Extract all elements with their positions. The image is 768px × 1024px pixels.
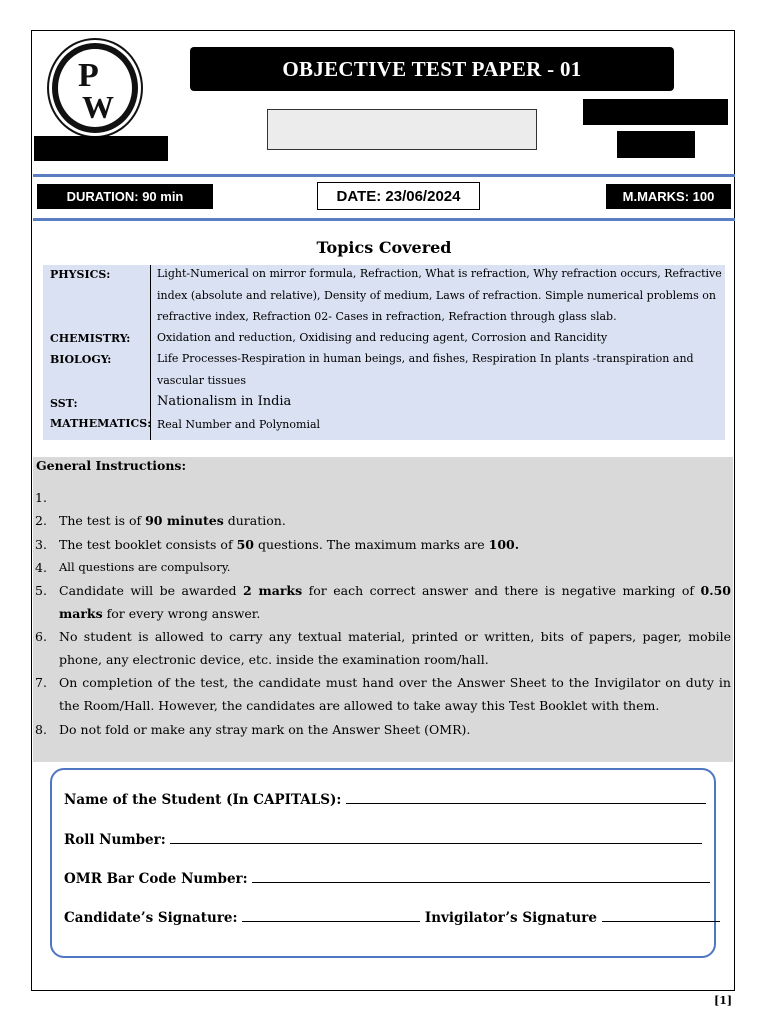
topic-text-sst: Nationalism in India: [157, 394, 292, 409]
student-name-field[interactable]: [64, 790, 706, 808]
pw-logo: [52, 43, 138, 133]
omr-barcode-label: OMR Bar Code Number:: [64, 871, 248, 887]
omr-barcode-field[interactable]: [64, 869, 710, 887]
logo-letter-p: P: [78, 57, 99, 94]
topic-text-chemistry: Oxidation and reduction, Oxidising and reducing agent, Corrosion and Rancidity: [157, 331, 608, 344]
candidate-signature-line[interactable]: [242, 908, 420, 922]
instruction-text: Do not fold or make any stray mark on the Answer Sheet (OMR).: [59, 722, 471, 737]
topic-subject-biology: BIOLOGY:: [50, 353, 112, 366]
header-divider-top: [33, 174, 735, 177]
logo-letter-w: W: [82, 89, 114, 125]
instruction-text: All questions are compulsory.: [59, 560, 231, 574]
redacted-box-right-bottom: [617, 131, 695, 158]
invigilator-signature-label: Invigilator’s Signature: [424, 910, 597, 926]
duration-badge: DURATION: 90 min: [37, 184, 213, 209]
header-blank-box: [267, 109, 537, 150]
instruction-number: 3.: [35, 537, 47, 552]
topic-subject-mathematics: MATHEMATICS:: [50, 417, 152, 430]
instruction-number: 5.: [35, 583, 47, 598]
instruction-number: 6.: [35, 629, 47, 644]
roll-number-field[interactable]: [64, 830, 702, 848]
instruction-number: 7.: [35, 675, 47, 690]
topic-text-biology: Life Processes-Respiration in human beings, and fishes, Respiration In plants -transpiration and vascular tissues: [157, 352, 694, 387]
instruction-text: The test is of 90 minutes duration.: [59, 513, 286, 528]
student-name-label: Name of the Student (In CAPITALS):: [64, 792, 342, 808]
page-number: [1]: [714, 994, 733, 1007]
header-divider-bottom: [33, 218, 735, 221]
topic-subject-chemistry: CHEMISTRY:: [50, 332, 131, 345]
max-marks-badge: M.MARKS: 100: [606, 184, 731, 209]
instruction-text: On completion of the test, the candidate must hand over the Answer Sheet to the Invigilator on duty in the Room/Hall. However, the candidates are allowed to take away this Test Booklet with them.: [59, 675, 731, 713]
instructions-heading: General Instructions:: [36, 458, 187, 473]
instruction-number: 8.: [35, 722, 47, 737]
instruction-text: Candidate will be awarded 2 marks for each correct answer and there is negative marking of 0.50 marks for every wrong answer.: [59, 583, 731, 621]
instruction-text: No student is allowed to carry any textual material, printed or written, bits of papers, pager, mobile phone, any electronic device, etc. inside the examination room/hall.: [59, 629, 731, 667]
redacted-box-left: [34, 136, 168, 161]
instruction-number: 4.: [35, 560, 47, 575]
omr-barcode-line[interactable]: [252, 869, 710, 883]
roll-number-label: Roll Number:: [64, 832, 166, 848]
topic-subject-physics: PHYSICS:: [50, 268, 111, 281]
topics-title: Topics Covered: [316, 238, 452, 257]
redacted-box-right-top: [583, 99, 728, 125]
invigilator-signature-line[interactable]: [602, 908, 720, 922]
instruction-number: 1.: [35, 490, 47, 505]
date-box: DATE: 23/06/2024: [317, 182, 480, 210]
topic-subject-sst: SST:: [50, 397, 78, 410]
instruction-text: The test booklet consists of 50 questions. The maximum marks are 100.: [59, 537, 520, 552]
topic-text-mathematics: Real Number and Polynomial: [157, 418, 321, 431]
candidate-signature-label: Candidate’s Signature:: [64, 910, 238, 926]
page-title: OBJECTIVE TEST PAPER - 01: [190, 47, 674, 91]
instruction-number: 2.: [35, 513, 47, 528]
topics-column-divider: [150, 265, 151, 440]
student-name-line[interactable]: [346, 790, 706, 804]
signature-field[interactable]: [64, 908, 720, 926]
roll-number-line[interactable]: [170, 830, 702, 844]
topic-text-physics: Light-Numerical on mirror formula, Refraction, What is refraction, Why refraction occurs, Refractive index (absolute and relative), Density of medium, Laws of refraction. Simple numerical problems on refractive index, Refraction 02- Cases in refraction, Refraction through glass slab.: [157, 267, 722, 323]
